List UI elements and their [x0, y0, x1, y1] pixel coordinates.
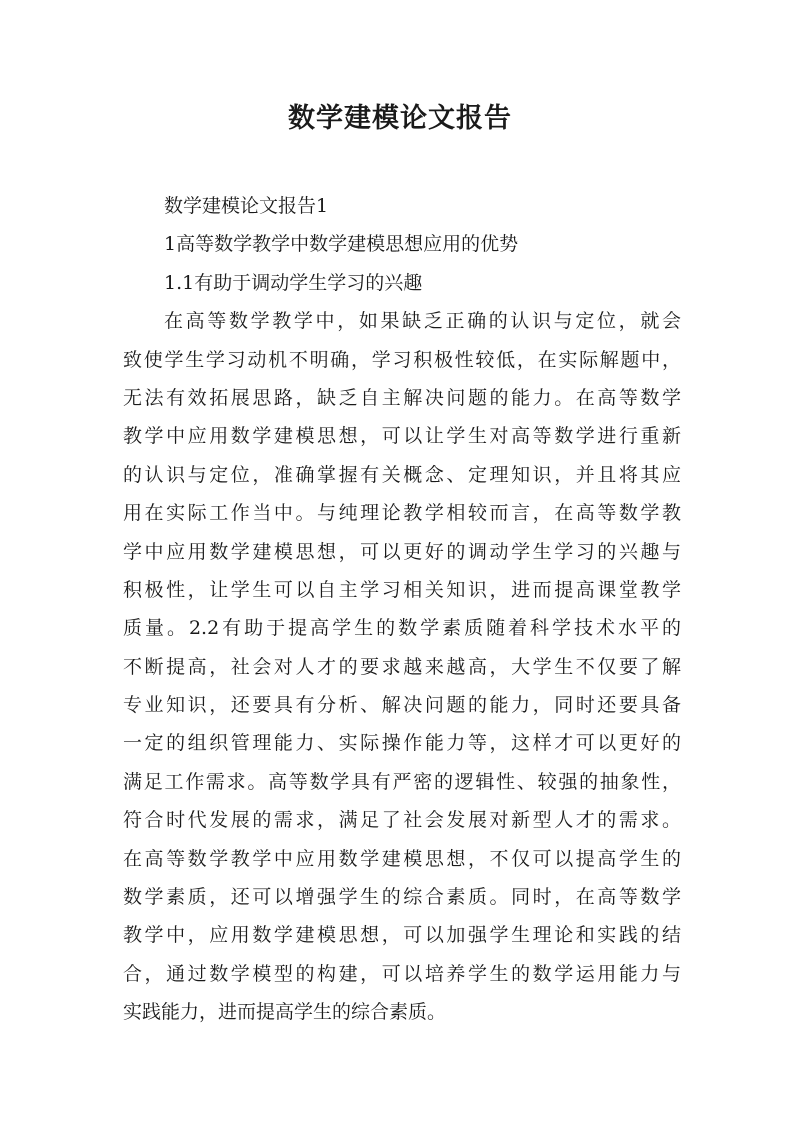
paragraph-line: 合，通过数学模型的构建，可以培养学生的数学运用能力与: [123, 962, 681, 985]
paragraph-line: 学中应用数学建模思想，可以更好的调动学生学习的兴趣与: [123, 540, 681, 563]
section-heading: 数学建模论文报告1: [164, 195, 329, 217]
paragraph-line: 质量。2.2有助于提高学生的数学素质随着科学技术水平的: [123, 617, 681, 640]
heading-1: 1高等数学教学中数学建模思想应用的优势: [164, 233, 519, 256]
paragraph-line: 无法有效拓展思路，缺乏自主解决问题的能力。在高等数学: [123, 386, 681, 409]
paragraph-line: 教学中，应用数学建模思想，可以加强学生理论和实践的结: [123, 924, 681, 947]
body-paragraph: [123, 302, 681, 1031]
paragraph-line: 在高等数学教学中，如果缺乏正确的认识与定位，就会: [164, 310, 681, 333]
document-body: [123, 187, 681, 1032]
paragraph-line: 教学中应用数学建模思想，可以让学生对高等数学进行重新: [123, 425, 681, 448]
paragraph-line: 在高等数学教学中应用数学建模思想，不仅可以提高学生的: [123, 847, 681, 870]
paragraph-line: 致使学生学习动机不明确，学习积极性较低，在实际解题中，: [123, 348, 681, 371]
paragraph-line: 的认识与定位，准确掌握有关概念、定理知识，并且将其应: [123, 463, 681, 486]
paragraph-line: 数学素质，还可以增强学生的综合素质。同时，在高等数学: [123, 886, 681, 909]
paragraph-line: 不断提高，社会对人才的要求越来越高，大学生不仅要了解: [123, 655, 681, 678]
paragraph-line: 一定的组织管理能力、实际操作能力等，这样才可以更好的: [123, 732, 681, 755]
paragraph-line: 实践能力，进而提高学生的综合素质。: [123, 1001, 447, 1024]
paragraph-line: 专业知识，还要具有分析、解决问题的能力，同时还要具备: [123, 694, 681, 717]
heading-1-1: 1.1有助于调动学生学习的兴趣: [164, 271, 423, 294]
paragraph-line: 积极性，让学生可以自主学习相关知识，进而提高课堂教学: [123, 578, 681, 601]
paragraph-line: 满足工作需求。高等数学具有严密的逻辑性、较强的抽象性，: [123, 770, 681, 793]
paragraph-line: 符合时代发展的需求，满足了社会发展对新型人才的需求。: [123, 809, 681, 832]
document-title: 数学建模论文报告: [288, 103, 512, 134]
paragraph-line: 用在实际工作当中。与纯理论教学相较而言，在高等数学教: [123, 502, 681, 525]
